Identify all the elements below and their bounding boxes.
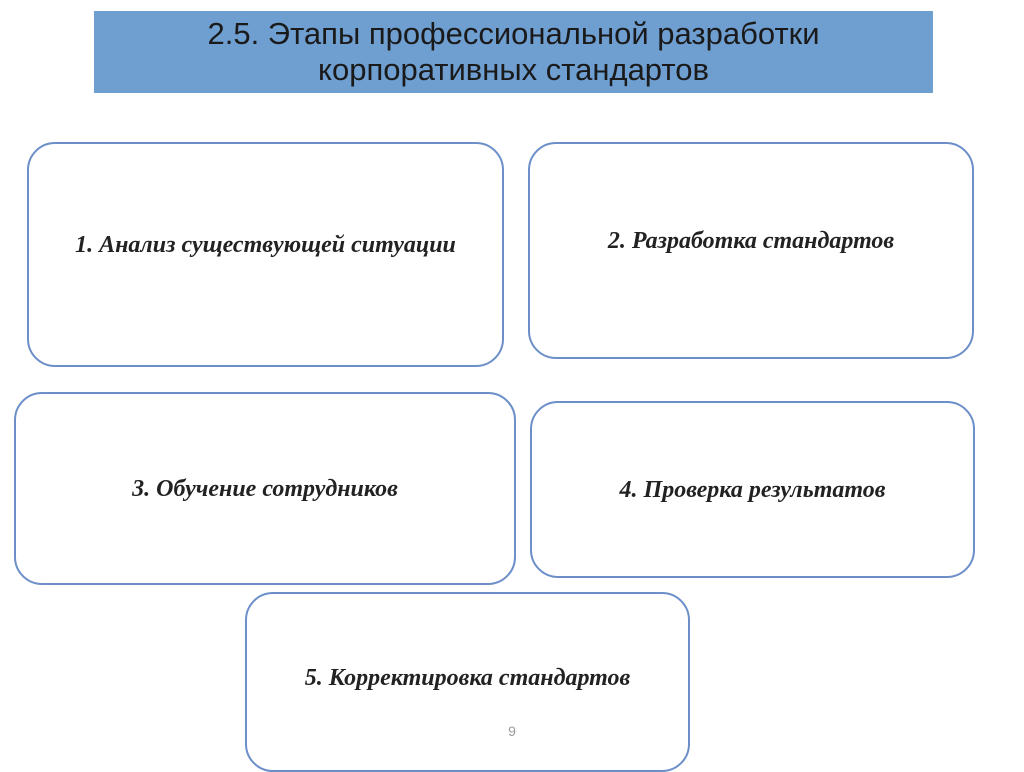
stage-label-4: 4. Проверка результатов [619, 476, 886, 503]
stage-box-3 [14, 392, 516, 585]
slide-title: 2.5. Этапы профессиональной разработки корпоративных стандартов [207, 16, 820, 87]
stage-box-4 [530, 401, 975, 578]
stage-label-5: 5. Корректировка стандартов [304, 665, 631, 691]
stage-label-3: 3. Обучение сотрудников [132, 475, 398, 502]
stage-box-1 [27, 142, 504, 367]
stage-label-2: 2. Разработка стандартов [607, 227, 895, 254]
title-banner [94, 11, 933, 93]
stage-box-5 [245, 592, 690, 772]
page-number: 9 [508, 723, 516, 739]
stage-box-2 [528, 142, 974, 359]
stage-label-1: 1. Анализ существующей ситуации [75, 231, 456, 258]
